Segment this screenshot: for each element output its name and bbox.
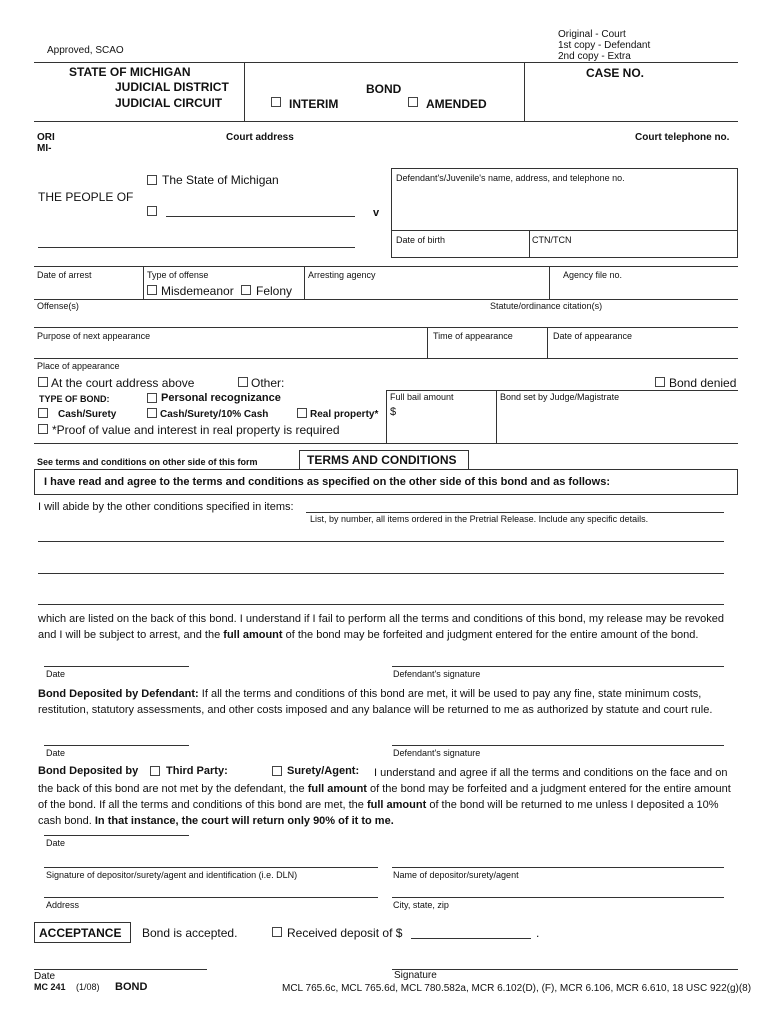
cash-10-checkbox[interactable] (147, 408, 157, 418)
depositor-signature-line[interactable] (44, 867, 378, 868)
other-people-checkbox[interactable] (147, 206, 157, 216)
arresting-agency-label: Arresting agency (308, 270, 376, 280)
def-signature-line-2[interactable] (392, 745, 724, 746)
interim-label: INTERIM (289, 97, 339, 111)
received-deposit-label: Received deposit of $ (287, 926, 403, 940)
copy-second: 2nd copy - Extra (558, 51, 631, 62)
ctn-label: CTN/TCN (532, 235, 572, 245)
approved-scao: Approved, SCAO (47, 45, 124, 56)
state-of-michigan-option: The State of Michigan (162, 173, 279, 187)
bond-accepted: Bond is accepted. (142, 926, 238, 940)
received-deposit-checkbox[interactable] (272, 927, 282, 937)
date-of-arrest-label: Date of arrest (37, 270, 92, 280)
form-title: BOND (366, 82, 402, 96)
conditions-line-2[interactable] (38, 573, 724, 574)
date-line-3[interactable] (44, 835, 189, 836)
deposit-amount-line[interactable] (411, 938, 531, 939)
address-line[interactable] (44, 897, 378, 898)
felony-checkbox[interactable] (241, 285, 251, 295)
bond-set-by-label: Bond set by Judge/Magistrate (500, 392, 620, 402)
proof-checkbox[interactable] (38, 424, 48, 434)
people-of-label: THE PEOPLE OF (38, 190, 134, 204)
terms-v-left (34, 469, 35, 494)
judicial-circuit: JUDICIAL CIRCUIT (115, 96, 223, 110)
header-bottom-rule (34, 121, 738, 122)
date-label-1: Date (46, 669, 66, 679)
address-label: Address (46, 900, 80, 910)
at-court-checkbox[interactable] (38, 377, 48, 387)
personal-recognizance-checkbox[interactable] (147, 393, 157, 403)
acceptance-signature-line[interactable] (392, 969, 738, 970)
ori-label: ORI (37, 132, 55, 143)
time-label: Time of appearance (433, 331, 513, 341)
terms-heading: TERMS AND CONDITIONS (307, 453, 457, 467)
cash-surety-label: Cash/Surety (58, 409, 117, 420)
grid-rule-4 (34, 358, 738, 359)
grid-v-4 (427, 327, 428, 358)
dob-label: Date of birth (396, 235, 446, 245)
grid-rule-5 (386, 390, 738, 391)
defendant-label: Defendant's/Juvenile's name, address, and telephone no. (396, 173, 625, 183)
form-name: BOND (115, 981, 148, 993)
terms-v-right (737, 469, 738, 494)
date-label-2: Date (46, 748, 66, 758)
dob-ctn-divider (529, 230, 530, 258)
form-revision: (1/08) (76, 982, 100, 992)
cash-10-label: Cash/Surety/10% Cash (160, 409, 269, 420)
depositor-name-label: Name of depositor/surety/agent (393, 870, 519, 880)
interim-checkbox[interactable] (271, 97, 281, 107)
header-divider-left (244, 62, 245, 121)
judicial-district: JUDICIAL DISTRICT (115, 80, 229, 94)
terms-rule-left (34, 469, 299, 470)
at-court-label: At the court address above (51, 376, 195, 390)
full-bail-label: Full bail amount (390, 392, 454, 402)
grid-rule-2 (34, 299, 738, 300)
grid-v-5 (547, 327, 548, 358)
depositor-signature-label: Signature of depositor/surety/agent and identification (i.e. DLN) (46, 870, 298, 880)
state-of-michigan-checkbox[interactable] (147, 175, 157, 185)
city-label: City, state, zip (393, 900, 449, 910)
purpose-label: Purpose of next appearance (37, 331, 151, 341)
statute-label: Statute/ordinance citation(s) (490, 301, 603, 311)
grid-v-7 (496, 390, 497, 443)
bond-denied-label: Bond denied (669, 376, 737, 390)
place-label: Place of appearance (37, 361, 120, 371)
grid-v-2 (304, 266, 305, 299)
surety-agent-label: Surety/Agent: (287, 765, 360, 777)
type-of-offense-label: Type of offense (147, 270, 209, 280)
header-divider-right (524, 62, 525, 121)
third-party-paragraph: I understand and agree if all the terms and conditions on the face and on the back of this bond are not met by the defendant, the full amount of the bond may be forfeited and a judgment entered for the entire amount of the bond. If all the terms and conditions of this bond are met, the full amount of the bond will be returned to me unless I deposited a 10% cash bond. In that instance, the court will return only 90% of it to me. (38, 767, 731, 827)
deposit-defendant-paragraph: Bond Deposited by Defendant: If all the terms and conditions of this bond are met, it will be used to pay any fine, state minimum costs, restitution, statutory assessments, and other costs imposed and any balance will be returned to me as authorized by statute and court rule. (38, 688, 713, 716)
offenses-label: Offense(s) (37, 301, 79, 311)
agency-file-label: Agency file no. (563, 270, 623, 280)
grid-rule-6 (34, 443, 738, 444)
grid-rule-3 (34, 327, 738, 328)
dollar-sign: $ (390, 406, 397, 418)
date-label: Date of appearance (553, 331, 633, 341)
cash-surety-checkbox[interactable] (38, 408, 48, 418)
acceptance-date-line[interactable] (34, 969, 207, 970)
see-terms-note: See terms and conditions on other side of this form (37, 457, 258, 467)
other-people-line[interactable] (166, 216, 355, 217)
deposit-period: . (536, 926, 540, 940)
court-address-label: Court address (226, 132, 294, 143)
terms-rule-bottom (34, 494, 738, 495)
other-place-label: Other: (251, 376, 285, 390)
items-note: List, by number, all items ordered in the Pretrial Release. Include any specific details. (310, 514, 649, 524)
date-line-2[interactable] (44, 745, 189, 746)
bond-denied-checkbox[interactable] (655, 377, 665, 387)
personal-recognizance-label: Personal recognizance (161, 392, 281, 404)
city-line[interactable] (392, 897, 724, 898)
grid-v-3 (549, 266, 550, 299)
date-line-1[interactable] (44, 666, 189, 667)
def-signature-label-1: Defendant's signature (393, 669, 481, 679)
acceptance-date-label: Date (34, 971, 56, 982)
case-no-label: CASE NO. (586, 66, 645, 80)
versus: v (373, 207, 380, 219)
type-of-bond-label: TYPE OF BOND: (39, 394, 110, 404)
court-phone-label: Court telephone no. (635, 132, 730, 143)
acceptance-signature-label: Signature (394, 970, 437, 981)
abide-statement: I will abide by the other conditions specified in items: (38, 501, 294, 513)
agree-statement: I have read and agree to the terms and conditions as specified on the other side of this bond and as follows: (44, 476, 610, 488)
depositor-name-line[interactable] (392, 867, 724, 868)
amended-checkbox[interactable] (408, 97, 418, 107)
real-property-label: Real property* (310, 409, 379, 420)
revoke-paragraph: which are listed on the back of this bond. I understand if I fail to perform all the terms and conditions of this bond, my release may be revoked and I will be subject to arrest, and the full amount of the bond may be forfeited and judgment entered for the entire amount of the bond. (38, 613, 725, 641)
misdemeanor-label: Misdemeanor (161, 284, 234, 298)
date-label-3: Date (46, 838, 66, 848)
defendant-box-divider (391, 230, 738, 231)
misdemeanor-checkbox[interactable] (147, 285, 157, 295)
ori-prefix: MI- (37, 143, 52, 154)
third-party-label: Third Party: (166, 765, 228, 777)
form-number: MC 241 (34, 982, 66, 992)
grid-v-1 (143, 266, 144, 299)
state-of-michigan: STATE OF MICHIGAN (69, 65, 191, 79)
grid-v-6 (386, 390, 387, 443)
terms-rule-right (469, 469, 738, 470)
conditions-line-1[interactable] (38, 541, 724, 542)
legal-citations: MCL 765.6c, MCL 765.6d, MCL 780.582a, MCR 6.102(D), (F), MCR 6.106, MCR 6.610, 18 USC 922(g)(8) (282, 983, 752, 994)
def-signature-line-1[interactable] (392, 666, 724, 667)
felony-label: Felony (256, 284, 293, 298)
header-top-rule (34, 62, 738, 63)
deposited-by-label: Bond Deposited by (38, 765, 139, 777)
proof-note: *Proof of value and interest in real property is required (52, 423, 340, 437)
copy-first: 1st copy - Defendant (558, 40, 651, 51)
people-extra-line[interactable] (38, 247, 355, 248)
other-place-checkbox[interactable] (238, 377, 248, 387)
conditions-line-3[interactable] (38, 604, 724, 605)
real-property-checkbox[interactable] (297, 408, 307, 418)
acceptance-label: ACCEPTANCE (39, 926, 122, 940)
amended-label: AMENDED (426, 97, 487, 111)
def-signature-label-2: Defendant's signature (393, 748, 481, 758)
items-line[interactable] (306, 512, 724, 513)
copy-original: Original - Court (558, 29, 626, 40)
grid-rule-1 (34, 266, 738, 267)
